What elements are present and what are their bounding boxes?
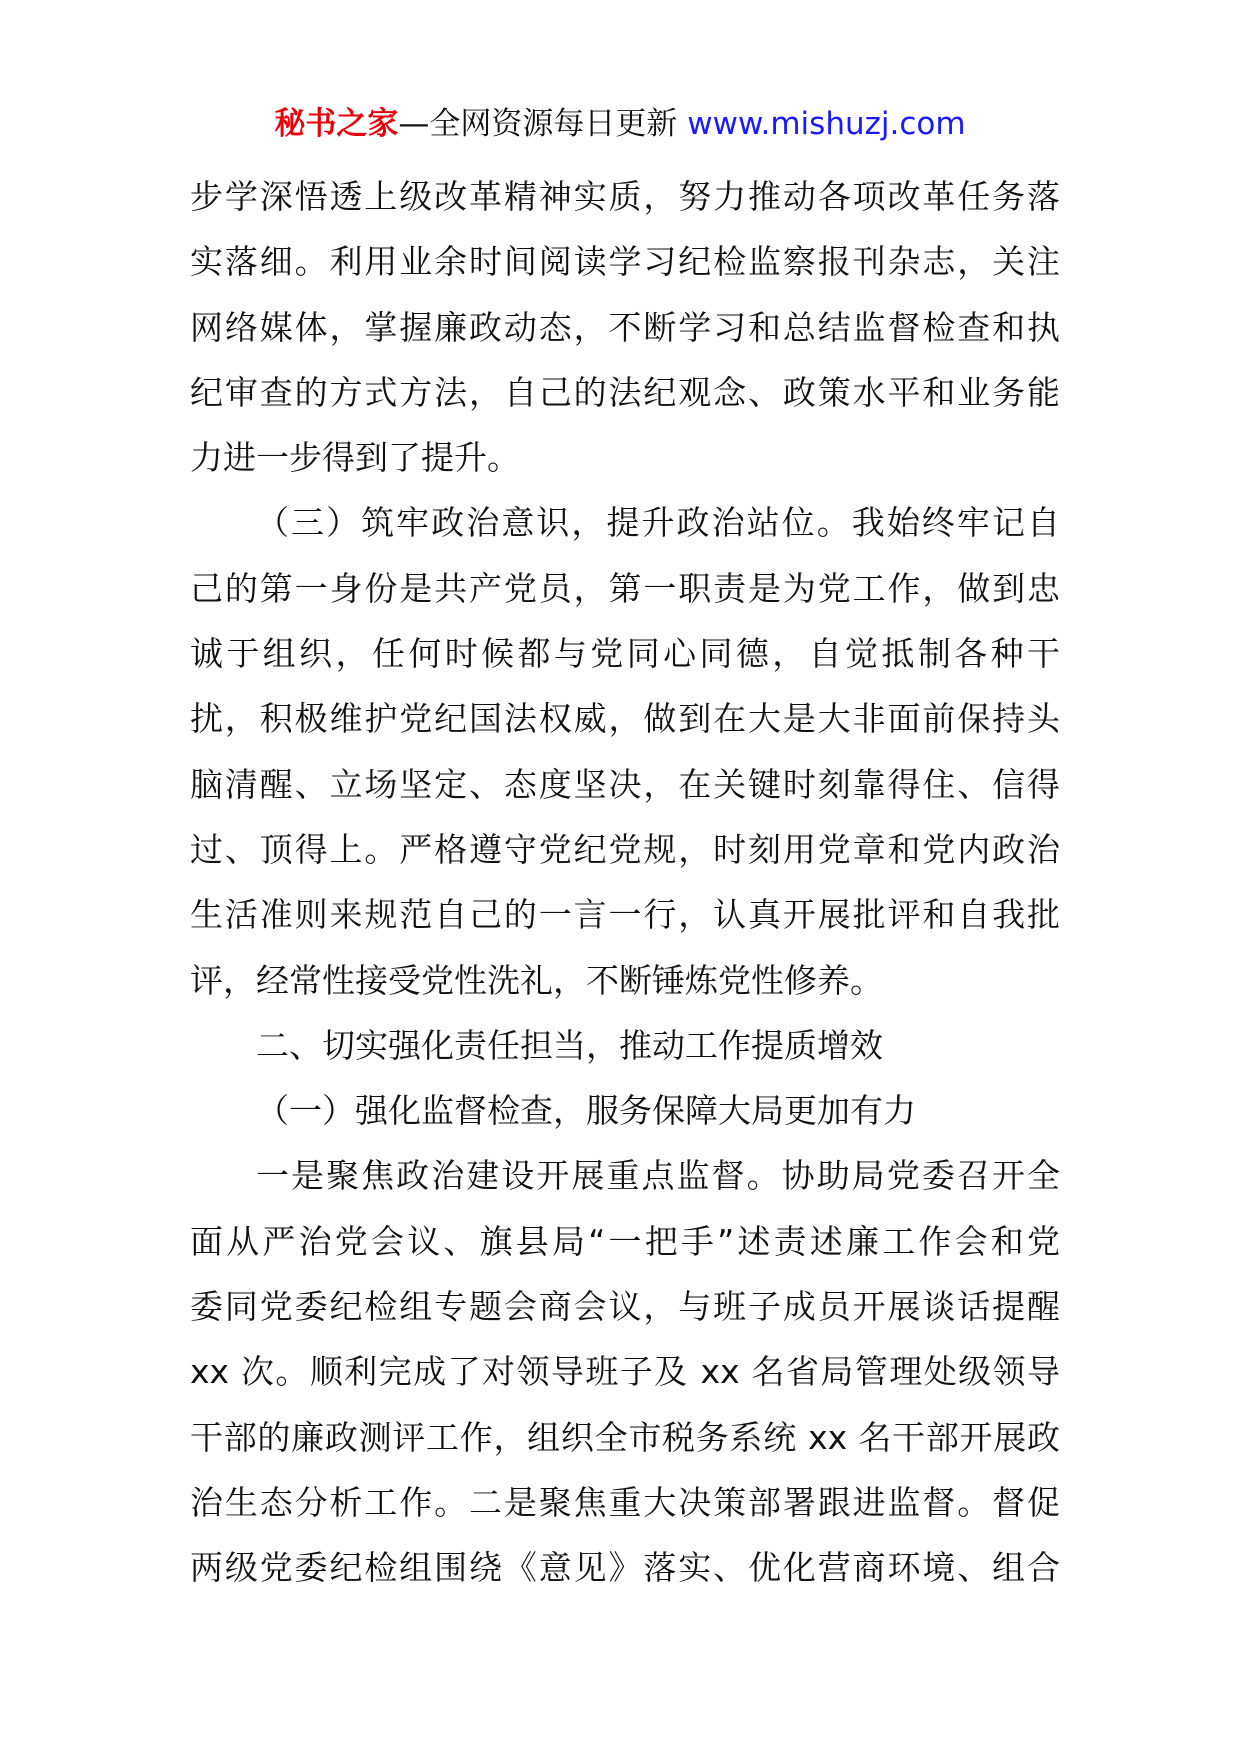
text-line: 脑清醒、立场坚定、态度坚决，在关键时刻靠得住、信得 [190, 764, 1060, 804]
text-line: 诚于组织，任何时候都与党同心同德，自觉抵制各种干 [190, 634, 1060, 674]
site-url-link[interactable]: www.mishuzj.com [687, 106, 966, 142]
document-body [190, 164, 1060, 1601]
text-line: 步学深悟透上级改革精神实质，努力推动各项改革任务落 [190, 177, 1060, 216]
text-line: 网络媒体，掌握廉政动态，不断学习和总结监督检查和执 [190, 307, 1060, 347]
header-tagline: —全网资源每日更新 [398, 106, 688, 142]
text-line: 力进一步得到了提升。 [190, 438, 520, 478]
text-line: 两级党委纪检组围绕《意见》落实、优化营商环境、组合 [190, 1548, 1060, 1588]
text-line: 面从严治党会议、旗县局“一把手”述责述廉工作会和党 [190, 1221, 1060, 1261]
text-line: 干部的廉政测评工作，组织全市税务系统 xx 名干部开展政 [190, 1417, 1060, 1457]
page-header [0, 102, 1240, 146]
text-line: （三）筑牢政治意识，提升政治站位。我始终牢记自 [256, 503, 1060, 543]
text-line: 一是聚焦政治建设开展重点监督。协助局党委召开全 [256, 1156, 1060, 1196]
text-line: xx 次。顺利完成了对领导班子及 xx 名省局管理处级领导 [190, 1352, 1060, 1392]
text-line: 己的第一身份是共产党员，第一职责是为党工作，做到忠 [190, 568, 1060, 608]
text-line: 评，经常性接受党性洗礼，不断锤炼党性修养。 [190, 960, 883, 1000]
text-line: 纪审查的方式方法，自己的法纪观念、政策水平和业务能 [190, 372, 1060, 412]
text-line: 扰，积极维护党纪国法权威，做到在大是大非面前保持头 [190, 699, 1060, 739]
subsection-heading: （一）强化监督检查，服务保障大局更加有力 [256, 1091, 916, 1131]
section-heading: 二、切实强化责任担当，推动工作提质增效 [256, 1025, 883, 1065]
text-line: 实落细。利用业余时间阅读学习纪检监察报刊杂志，关注 [190, 242, 1060, 282]
text-line: 过、顶得上。严格遵守党纪党规，时刻用党章和党内政治 [190, 829, 1060, 869]
text-line: 委同党委纪检组专题会商会议，与班子成员开展谈话提醒 [190, 1287, 1060, 1327]
text-line: 治生态分析工作。二是聚焦重大决策部署跟进监督。督促 [190, 1482, 1060, 1522]
text-line: 生活准则来规范自己的一言一行，认真开展批评和自我批 [190, 895, 1060, 935]
brand-name: 秘书之家 [274, 106, 399, 142]
